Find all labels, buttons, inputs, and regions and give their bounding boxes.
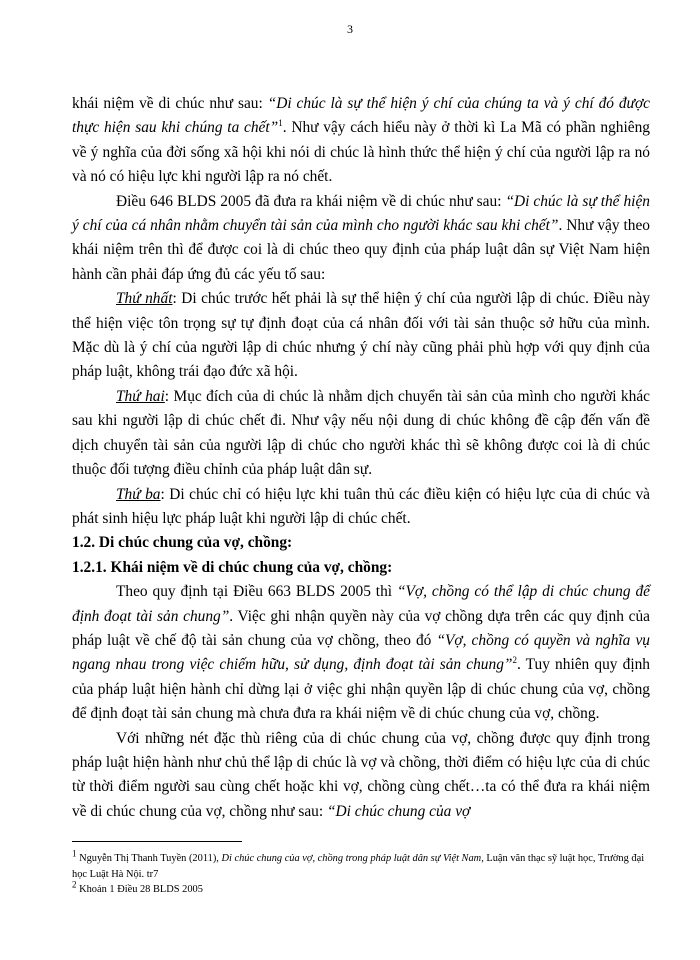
body-text [72, 92, 650, 824]
p3-lead: Thứ nhất [116, 290, 173, 308]
p6-text-b: . Việc ghi nhận quyền này của vợ chồng dựa trên các quy định của pháp luật về chế độ tài sản chung của vợ chồng, theo đó [72, 607, 650, 649]
footnote-ref-1[interactable]: 1 [278, 118, 283, 129]
p1-text-b: . Như vậy cách hiểu này ở thời kì La Mã có phần nghiêng về ý nghĩa của đời sống xã hội khi nói di chúc là hình thức thể hiện ý chí của người lập ra nó và nó có hiệu lực khi người lập ra nó chết. [72, 119, 650, 186]
p1-quote: “Di chúc là sự thể hiện ý chí của chúng ta và ý chí đó được thực hiện sau khi chúng ta chết” [72, 95, 650, 137]
p4-text: : Mục đích của di chúc là nhằm dịch chuyển tài sản của mình cho người khác sau khi người lập di chúc chết đi. Như vậy nếu nội dung di chúc không đề cập đến vấn đề dịch chuyển tài sản của người lập di chúc cho người khác thì sẽ không được coi là di chúc thuộc đối tượng điều chỉnh của pháp luật dân sự. [72, 387, 650, 479]
paragraph-2 [72, 190, 650, 288]
heading-1-2-1: 1.2.1. Khái niệm về di chúc chung của vợ, chồng: [72, 558, 393, 576]
page-number: 3 [347, 22, 353, 36]
p3-text: : Di chúc trước hết phải là sự thể hiện ý chí của người lập di chúc. Điều này thể hiện việc tôn trọng sự tự định đoạt của cá nhân đối với tài sản thuộc sở hữu của mình. Mặc dù là ý chí của người lập di chúc nhưng ý chí này cũng phải phù hợp với quy định của pháp luật, không trái đạo đức xã hội. [72, 290, 651, 381]
p7-quote: “Di chúc chung của vợ [326, 802, 471, 820]
footnote-separator [72, 841, 242, 842]
footnote-2-number: 2 [72, 879, 77, 890]
footnote-2-text: Khoản 1 Điều 28 BLDS 2005 [76, 884, 203, 895]
p2-text-a: Điều 646 BLDS 2005 đã đưa ra khái niệm về di chúc như sau: [116, 192, 506, 210]
p5-lead: Thứ ba [116, 485, 161, 503]
paragraph-7 [72, 727, 650, 825]
p4-lead: Thứ hai [116, 387, 165, 405]
p1-text-a: khái niệm về di chúc như sau: [72, 95, 268, 112]
footnote-ref-2[interactable]: 2 [512, 655, 517, 666]
heading-1-2: 1.2. Di chúc chung của vợ, chồng: [72, 534, 293, 552]
paragraph-6 [72, 580, 650, 726]
paragraph-3 [72, 287, 650, 385]
footnote-1-title: Di chúc chung của vợ, chồng trong pháp luật dân sự Việt Nam [221, 853, 482, 864]
p2-text-b: . Như vậy theo khái niệm trên thì để được coi là di chúc theo quy định của pháp luật dân sự Việt Nam hiện hành cần phải đáp ứng đủ các yếu tố sau: [72, 217, 650, 283]
p6-text-c: . Tuy nhiên quy định của pháp luật hiện hành chỉ dừng lại ở việc ghi nhận quyền lập di chúc chung của vợ, chồng để định đoạt tài sản chung mà chưa đưa ra khái niệm về di chúc chung của vợ, chồng. [72, 656, 650, 723]
footnote-1-text-b: , Luận văn thạc sỹ luật học, Trường đại học Luật Hà Nội. tr7 [72, 853, 645, 880]
p6-quote-2: “Vợ, chồng có quyền và nghĩa vụ ngang nhau trong việc chiếm hữu, sử dụng, định đoạt tài sản chung” [72, 631, 650, 674]
footnote-2 [72, 879, 652, 898]
footnote-1-number: 1 [72, 848, 77, 859]
paragraph-5 [72, 483, 650, 532]
p2-quote: “Di chúc là sự thể hiện ý chí của cá nhân nhằm chuyển tài sản của mình cho người khác sau khi chết” [72, 192, 650, 235]
p6-text-a: Theo quy định tại Điều 663 BLDS 2005 thì [116, 583, 397, 601]
footnote-1 [72, 848, 652, 882]
p5-text: : Di chúc chỉ có hiệu lực khi tuân thủ các điều kiện có hiệu lực của di chúc và phát sinh hiệu lực pháp luật khi người lập di chúc chết. [72, 485, 650, 527]
footnotes [72, 848, 652, 898]
p6-quote-1: “Vợ, chồng có thể lập di chúc chung để định đoạt tài sản chung” [72, 583, 650, 625]
p7-text-a: Với những nét đặc thù riêng của di chúc chung của vợ, chồng được quy định trong pháp luật hiện hành như chủ thể lập di chúc là vợ và chồng, thời điểm có hiệu lực của di chúc từ thời điểm người sau cùng chết hoặc khi vợ, chồng cùng chết…ta có thể đưa ra khái niệm về di chúc chung của vợ, chồng như sau: [72, 729, 650, 820]
paragraph-4 [72, 385, 650, 483]
paragraph-1 [72, 92, 650, 190]
footnote-1-text-a: Nguyễn Thị Thanh Tuyền (2011), [76, 853, 222, 864]
